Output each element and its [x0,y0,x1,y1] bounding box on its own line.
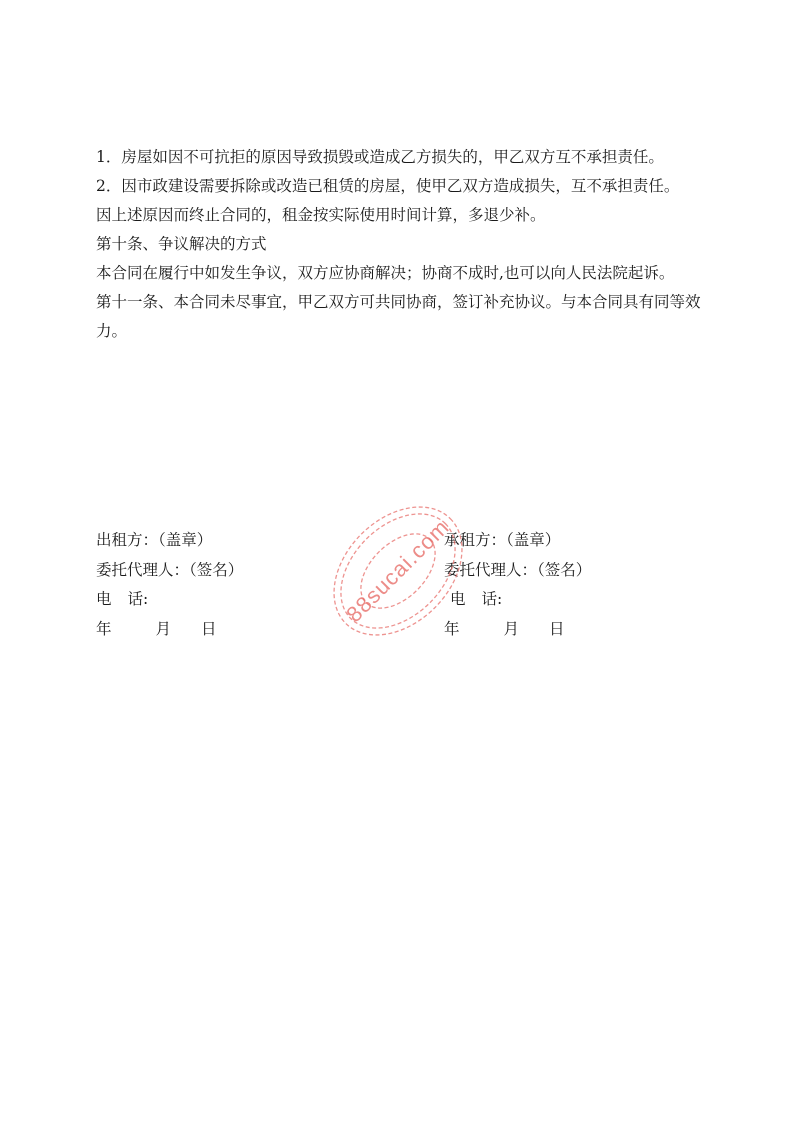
lessor-date-line [96,615,243,645]
clause-supplementary: 第十一条、本合同未尽事宜，甲乙双方可共同协商，签订补充协议。与本合同具有同等效力。 [96,293,701,340]
section-heading-dispute: 第十条、争议解决的方式 [96,235,267,253]
lessee-year-label: 年 [444,619,460,638]
lessor-phone-label [96,585,243,615]
lessor-day-label: 日 [201,619,217,638]
lessor-party-label: 出租方：（盖章） [96,531,213,549]
clause-rent-settlement: 因上述原因而终止合同的，租金按实际使用时间计算，多退少补。 [96,206,546,224]
lessee-signature-block [444,526,591,644]
lessee-phone-label [444,585,591,615]
lessee-party-label: 承租方：（盖章） [444,531,561,549]
lessor-agent-label: 委托代理人：（签名） [96,560,244,579]
lessor-phone-char1: 电 [96,590,112,608]
lessee-agent-label: 委托代理人：（签名） [444,560,592,579]
lessor-month-label: 月 [155,619,172,638]
lessor-signature-block [96,526,243,644]
lessee-date-line [444,615,591,645]
lessor-year-label: 年 [96,619,112,638]
contract-clauses [96,143,716,346]
lessor-phone-char2: 话: [127,590,149,608]
lessee-month-label: 月 [503,619,520,638]
watermark-text: 88sucai.com [341,514,455,628]
lessee-phone-char2: 话: [481,590,503,608]
lessee-day-label: 日 [549,619,565,638]
clause-dispute-resolution: 本合同在履行中如发生争议，双方应协商解决；协商不成时,也可以向人民法院起诉。 [96,264,675,282]
clause-force-majeure: 1．房屋如因不可抗拒的原因导致损毁或造成乙方损失的，甲乙双方互不承担责任。 [96,148,664,166]
clause-municipal-construction: 2．因市政建设需要拆除或改造已租赁的房屋，使甲乙双方造成损失，互不承担责任。 [96,177,680,195]
lessee-phone-char1: 电 [450,590,466,608]
